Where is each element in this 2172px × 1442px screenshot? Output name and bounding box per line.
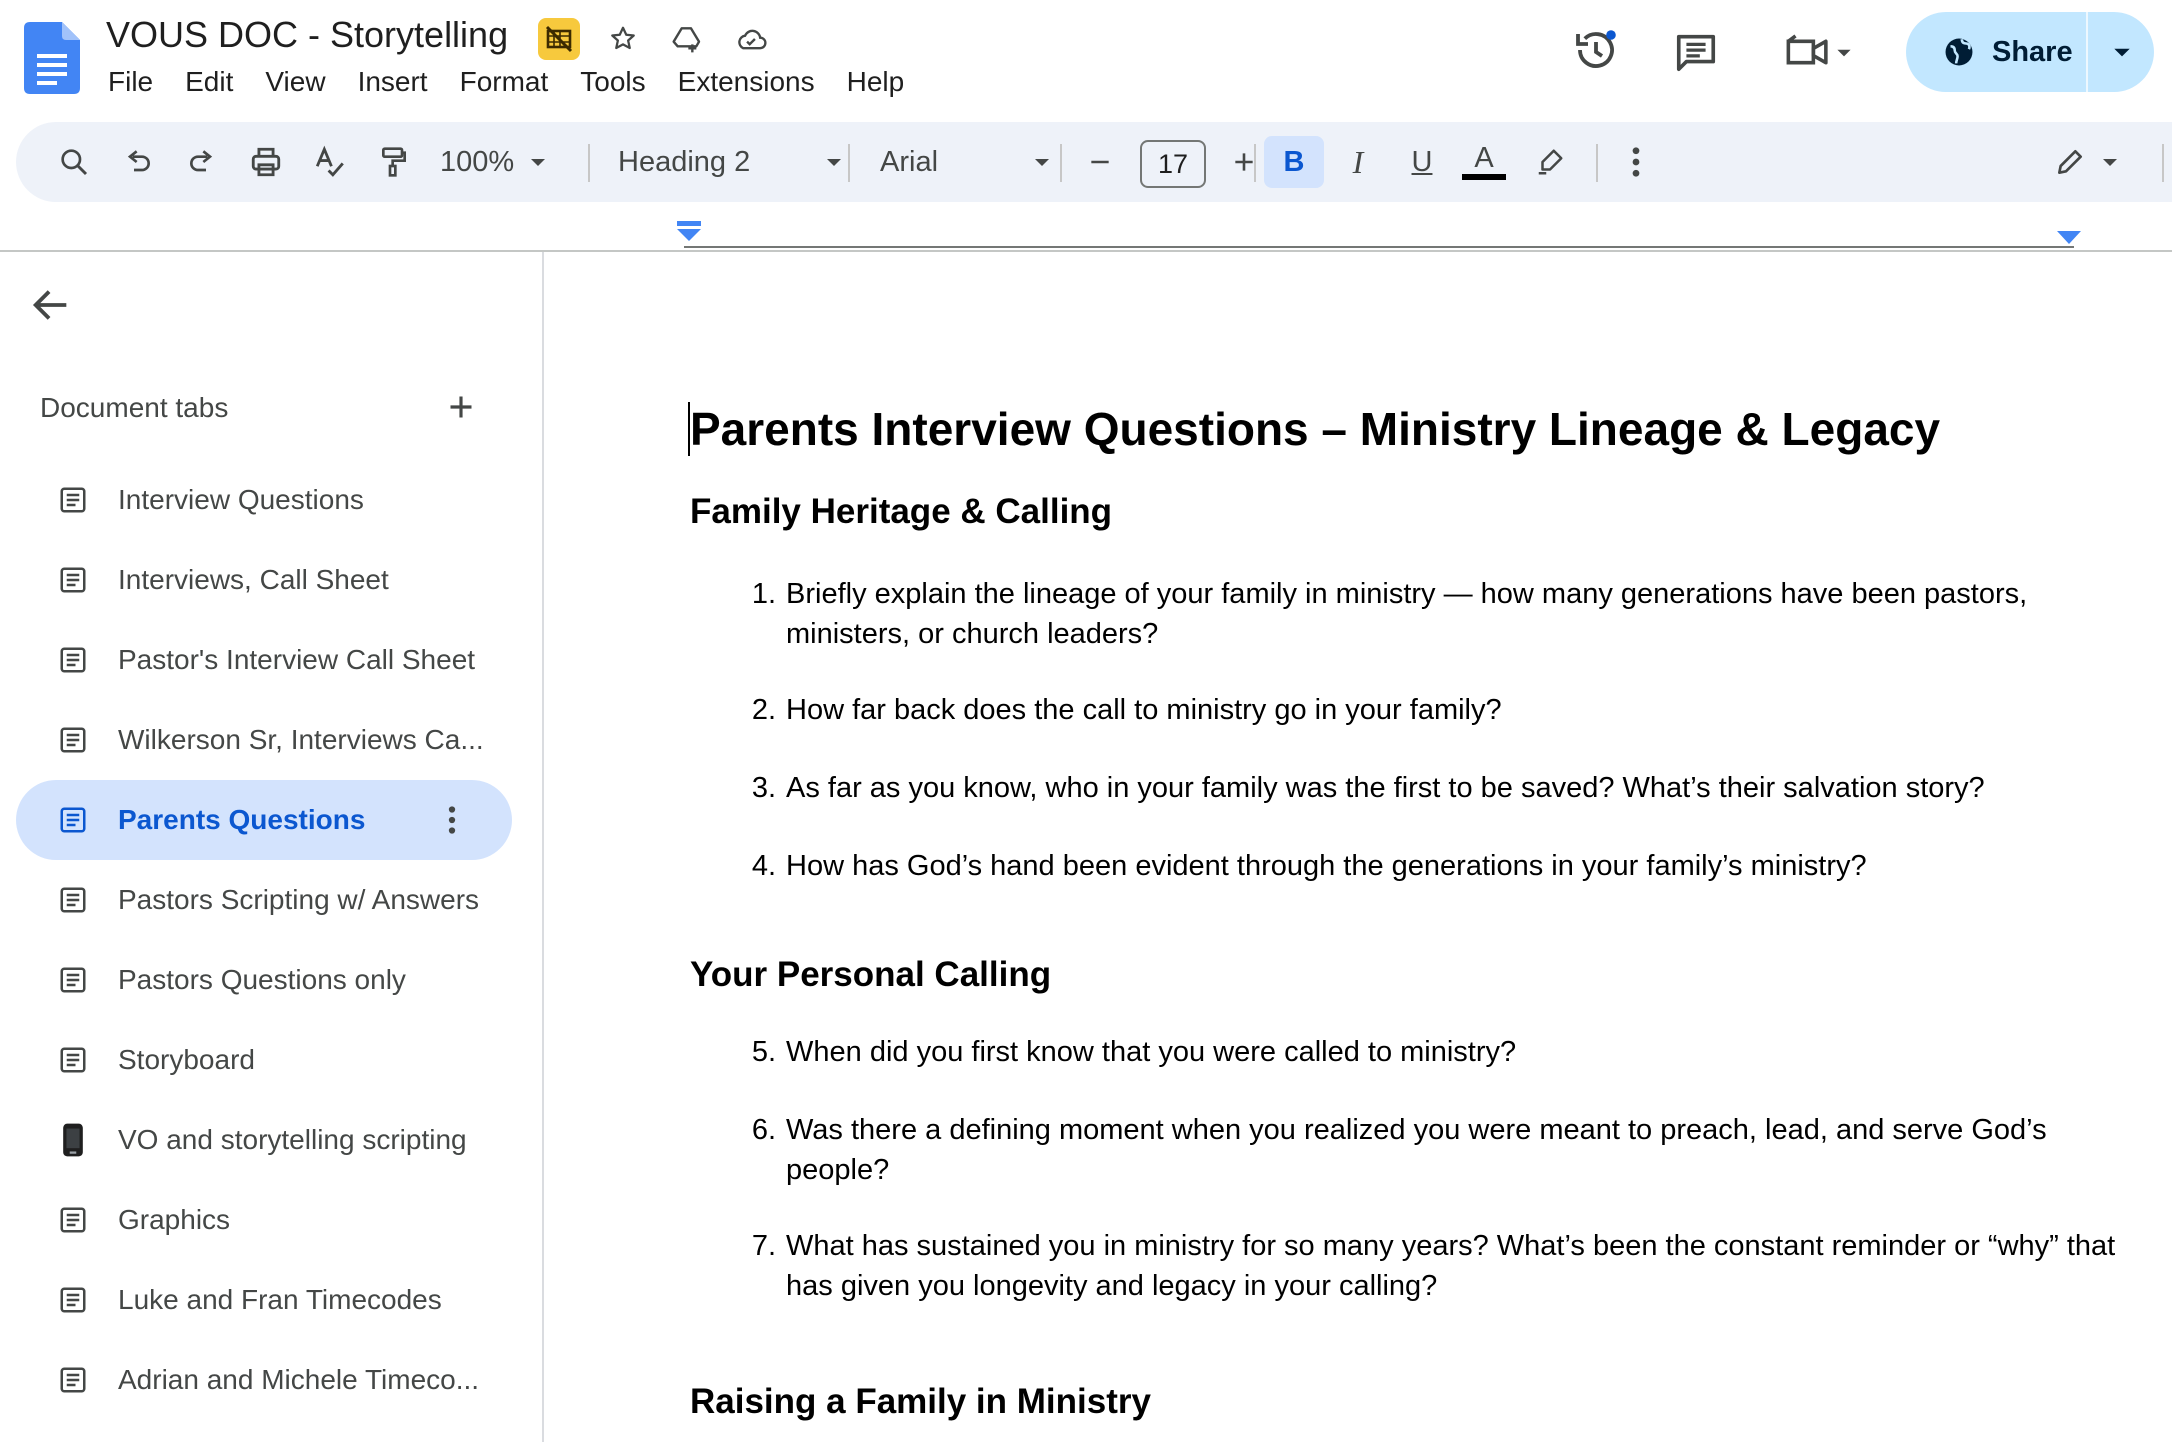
print-icon[interactable] — [240, 136, 292, 188]
no-video-badge-icon[interactable] — [538, 18, 580, 60]
sidebar-tab-item[interactable] — [16, 540, 512, 620]
redo-icon[interactable] — [176, 136, 228, 188]
move-to-drive-icon[interactable] — [666, 18, 708, 60]
document-tabs-sidebar — [0, 252, 544, 1442]
pencil-icon — [2054, 146, 2086, 178]
question-text: What has sustained you in ministry for so many years? What’s been the constant reminder or “why” that has given you longevity and legacy in your calling? — [786, 1230, 2116, 1302]
tab-options-icon[interactable] — [432, 800, 472, 840]
question-text: Briefly explain the lineage of your family in ministry — how many generations have been pastors, ministers, or church leaders? — [786, 578, 2028, 650]
sidebar-tab-label: Storyboard — [118, 1044, 255, 1075]
question-text: Was there a defining moment when you realized you were meant to preach, lead, and serve God’s people? — [786, 1114, 2047, 1186]
section-heading: Family Heritage & Calling — [690, 492, 1113, 531]
question-number: 5. — [751, 1036, 776, 1068]
menu-bar — [108, 66, 936, 98]
question-number: 2. — [751, 694, 776, 726]
sidebar-tab-label: Wilkerson Sr, Interviews Ca... — [118, 724, 484, 755]
font-select[interactable] — [880, 136, 1052, 188]
ruler — [0, 206, 2172, 252]
docs-logo-icon[interactable] — [24, 22, 80, 94]
sidebar-tab-label: Luke and Fran Timecodes — [118, 1284, 442, 1315]
toolbar-divider — [588, 144, 590, 182]
sidebar-tab-item[interactable] — [16, 1180, 512, 1260]
italic-button[interactable]: I — [1352, 143, 1364, 180]
left-indent-marker-icon[interactable] — [676, 220, 702, 251]
document-tab-icon — [56, 723, 90, 757]
chevron-down-icon — [824, 152, 844, 172]
document-page[interactable] — [546, 252, 2172, 1442]
document-tab-icon — [56, 483, 90, 517]
sidebar-tab-label: Interview Questions — [118, 484, 364, 515]
section-heading: Raising a Family in Ministry — [690, 1382, 1151, 1421]
zoom-value: 100% — [440, 145, 515, 178]
star-icon[interactable] — [602, 18, 644, 60]
style-value: Heading 2 — [618, 145, 751, 178]
toolbar-divider — [848, 144, 850, 182]
question-text: How has God’s hand been evident through the generations in your family’s ministry? — [786, 850, 1867, 882]
share-divider — [2086, 12, 2088, 92]
back-arrow-icon[interactable] — [28, 282, 74, 328]
question-number: 4. — [751, 850, 776, 882]
question-text: As far as you know, who in your family was the first to be saved? What’s their salvation story? — [786, 772, 1985, 804]
document-tab-icon — [56, 883, 90, 917]
document-tab-icon — [56, 563, 90, 597]
globe-icon — [1942, 35, 1976, 69]
menu-tools[interactable]: Tools — [580, 66, 646, 97]
chevron-down-icon — [1833, 41, 1855, 63]
menu-format[interactable]: Format — [459, 66, 549, 97]
search-menus-icon[interactable] — [48, 136, 100, 188]
sidebar-tab-label: Parents Questions — [118, 804, 366, 835]
zoom-select[interactable] — [440, 136, 570, 188]
editing-mode-button[interactable] — [2042, 136, 2132, 188]
tab-list — [16, 460, 512, 1420]
sidebar-tab-item[interactable] — [16, 940, 512, 1020]
document-tab-icon — [56, 1203, 90, 1237]
sidebar-tab-item[interactable] — [16, 780, 512, 860]
sidebar-tab-item[interactable] — [16, 1020, 512, 1100]
sidebar-tab-label: Pastors Questions only — [118, 964, 406, 995]
document-tab-icon — [56, 803, 90, 837]
toolbar-divider — [1254, 144, 1256, 182]
document-tab-icon — [56, 1043, 90, 1077]
document-tab-icon — [56, 1363, 90, 1397]
document-tabs-heading: Document tabs — [40, 392, 229, 423]
question-number: 6. — [751, 1114, 776, 1146]
menu-help[interactable]: Help — [846, 66, 905, 97]
question-text: How far back does the call to ministry go in your family? — [786, 694, 1502, 726]
spellcheck-icon[interactable] — [304, 136, 356, 188]
chevron-down-icon — [2100, 152, 2120, 172]
formatting-toolbar — [16, 122, 2172, 202]
menu-insert[interactable]: Insert — [357, 66, 428, 97]
highlight-color-icon[interactable] — [1522, 136, 1578, 188]
section-heading: Your Personal Calling — [690, 955, 1052, 994]
sidebar-tab-item[interactable] — [16, 620, 512, 700]
right-indent-marker-icon[interactable] — [2056, 230, 2082, 251]
phone-emoji-icon — [56, 1123, 90, 1157]
question-number: 7. — [751, 1230, 776, 1262]
version-history-icon[interactable] — [1566, 20, 1626, 80]
paint-format-icon[interactable] — [368, 136, 420, 188]
comments-icon[interactable] — [1666, 22, 1726, 82]
toolbar-divider — [1596, 144, 1598, 182]
sidebar-tab-label: VO and storytelling scripting — [118, 1124, 467, 1155]
toolbar-divider — [2162, 144, 2164, 182]
share-options-button[interactable] — [2090, 12, 2154, 92]
document-heading: Parents Interview Questions – Ministry Lineage & Legacy — [690, 403, 1941, 455]
toolbar-divider — [1060, 144, 1062, 182]
chevron-down-icon — [528, 152, 548, 172]
sidebar-tab-label: Graphics — [118, 1204, 231, 1235]
menu-extensions[interactable]: Extensions — [677, 66, 815, 97]
sidebar-tab-item[interactable] — [16, 1340, 512, 1420]
bold-button[interactable]: B — [1264, 136, 1324, 188]
sidebar-tab-item[interactable] — [16, 860, 512, 940]
sidebar-tab-item[interactable] — [16, 460, 512, 540]
sidebar-tab-label: Pastor's Interview Call Sheet — [118, 644, 476, 675]
app-header — [0, 0, 2172, 118]
sidebar-tab-item[interactable] — [16, 700, 512, 780]
sidebar-tab-label: Interviews, Call Sheet — [118, 564, 389, 595]
sidebar-tab-label: Pastors Scripting w/ Answers — [118, 884, 480, 915]
chevron-down-icon — [1032, 152, 1052, 172]
add-tab-icon[interactable] — [440, 386, 482, 428]
more-options-icon[interactable] — [1616, 136, 1656, 188]
document-tab-icon — [56, 643, 90, 677]
menu-edit[interactable]: Edit — [185, 66, 234, 97]
cloud-saved-icon[interactable] — [730, 18, 772, 60]
font-size-input[interactable]: 17 — [1140, 140, 1206, 188]
chevron-down-icon — [2111, 41, 2133, 63]
question-text: When did you first know that you were called to ministry? — [786, 1036, 1517, 1068]
ruler-track — [684, 246, 2074, 248]
style-select[interactable] — [618, 136, 844, 188]
font-value: Arial — [880, 145, 939, 178]
meet-call-button[interactable] — [1774, 22, 1864, 82]
share-button[interactable] — [1906, 12, 2086, 92]
share-button-group — [1906, 12, 2154, 92]
menu-view[interactable]: View — [265, 66, 326, 97]
menu-file[interactable]: File — [108, 66, 154, 97]
text-color-swatch — [1462, 174, 1506, 180]
undo-icon[interactable] — [112, 136, 164, 188]
document-title[interactable]: VOUS DOC - Storytelling — [106, 14, 509, 55]
sidebar-tab-label: Adrian and Michele Timeco... — [118, 1364, 480, 1395]
document-tab-icon — [56, 963, 90, 997]
question-number: 1. — [751, 578, 776, 610]
underline-button[interactable]: U — [1411, 145, 1433, 178]
decrease-font-size-icon[interactable] — [1078, 136, 1122, 188]
document-tab-icon — [56, 1283, 90, 1317]
text-color-button[interactable] — [1456, 136, 1512, 188]
question-number: 3. — [751, 772, 776, 804]
text-color-letter: A — [1474, 142, 1494, 174]
increase-font-size-icon[interactable] — [1222, 136, 1266, 188]
sidebar-tab-item[interactable] — [16, 1100, 512, 1180]
share-label: Share — [1992, 35, 2073, 68]
sidebar-tab-item[interactable] — [16, 1260, 512, 1340]
